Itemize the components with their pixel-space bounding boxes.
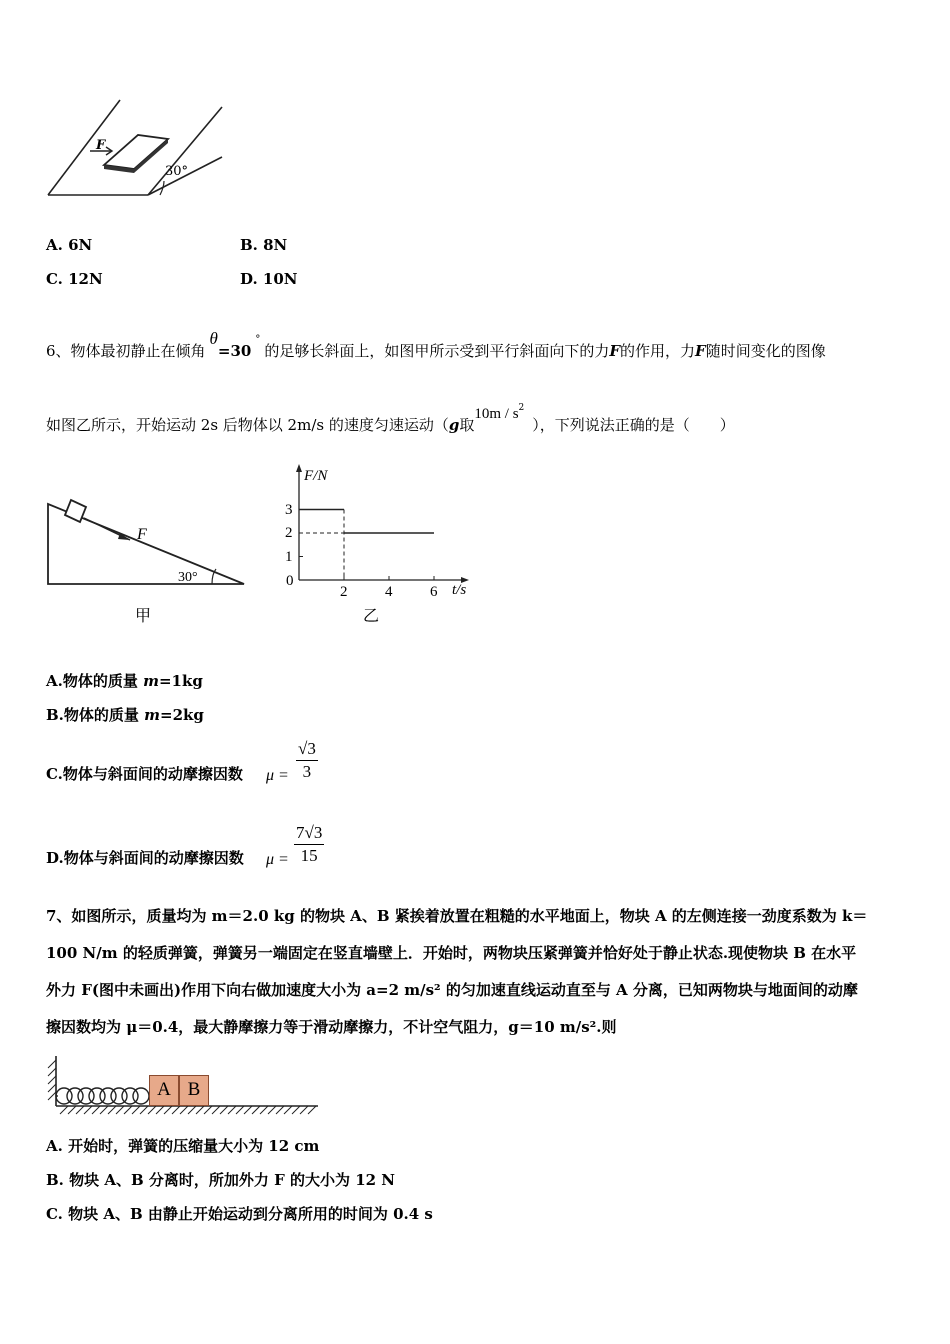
chart-xlabel: t/s bbox=[452, 582, 467, 598]
ground-hatch-line bbox=[172, 1106, 180, 1114]
q6-option-a[interactable] bbox=[46, 671, 203, 691]
ground-hatch-line bbox=[84, 1106, 92, 1114]
ground-hatch-line bbox=[164, 1106, 172, 1114]
ground-hatch-line bbox=[220, 1106, 228, 1114]
q6-option-d-mu: μ = bbox=[266, 851, 289, 868]
ground-hatch-line bbox=[116, 1106, 124, 1114]
fraction-denominator: 15 bbox=[300, 846, 318, 865]
y-axis-arrow bbox=[296, 464, 302, 472]
ground-hatch-line bbox=[228, 1106, 236, 1114]
q6-line1 bbox=[46, 329, 826, 364]
q6-gexp: 2 bbox=[518, 403, 525, 413]
q6-line2-take: 取 bbox=[459, 416, 475, 434]
q6-gval: 10m / s bbox=[474, 406, 519, 422]
q6-option-d-text: D.物体与斜面间的动摩擦因数 bbox=[46, 849, 244, 867]
theta-symbol: θ bbox=[209, 329, 218, 348]
ground-hatch-line bbox=[60, 1106, 68, 1114]
ground-hatch-line bbox=[148, 1106, 156, 1114]
q6-line1-mid: 的足够长斜面上，如图甲所示受到平行斜面向下的力 bbox=[264, 342, 610, 360]
q7-option-b[interactable]: B. 物块 A、B 分离时，所加外力 F 的大小为 12 N bbox=[46, 1171, 396, 1189]
q5-option-c[interactable]: C. 12N bbox=[46, 270, 103, 288]
ground-hatch-line bbox=[140, 1106, 148, 1114]
q6-option-d-fraction bbox=[294, 822, 324, 867]
q7-line4: 擦因数均为 μ＝0.4，最大静摩擦力等于滑动摩擦力，不计空气阻力，g＝10 m/s².则 bbox=[46, 1018, 617, 1036]
ground-hatch-line bbox=[180, 1106, 188, 1114]
q6-line1-start: 6、物体最初静止在倾角 bbox=[46, 342, 206, 360]
caption-yi: 乙 bbox=[363, 606, 380, 625]
x-tick-label: 6 bbox=[430, 584, 438, 600]
ground-hatch-line bbox=[132, 1106, 140, 1114]
q6-f1: F bbox=[609, 342, 621, 360]
q6-option-a-text: A.物体的质量 bbox=[46, 672, 144, 690]
x-tick-label: 2 bbox=[340, 584, 348, 600]
ground-hatch-line bbox=[124, 1106, 132, 1114]
q6-option-c-text: C.物体与斜面间的动摩擦因数 bbox=[46, 765, 243, 783]
ground-hatch-line bbox=[108, 1106, 116, 1114]
block-b: B bbox=[179, 1075, 209, 1106]
q6-line1-end: 随时间变化的图像 bbox=[705, 342, 826, 360]
q6-option-c-mu: μ = bbox=[266, 767, 289, 784]
ground-hatch-line bbox=[244, 1106, 252, 1114]
ground-hatch-line bbox=[156, 1106, 164, 1114]
incline-figure-q5 bbox=[40, 95, 230, 205]
chart-origin: 0 bbox=[286, 573, 294, 589]
ground-hatch-line bbox=[196, 1106, 204, 1114]
q5-option-d[interactable]: D. 10N bbox=[240, 270, 298, 288]
ground-hatch-line bbox=[300, 1106, 308, 1114]
q6-f2: F bbox=[695, 342, 706, 360]
q6-line2 bbox=[46, 403, 735, 438]
angle-label-q5: 30° bbox=[165, 164, 189, 179]
q7-option-a[interactable]: A. 开始时，弹簧的压缩量大小为 12 cm bbox=[46, 1137, 320, 1155]
fraction-numerator: √3 bbox=[296, 738, 318, 761]
ground-hatch-line bbox=[212, 1106, 220, 1114]
force-label-jia: F bbox=[137, 526, 147, 543]
q6-option-a-value: =1kg bbox=[158, 672, 203, 690]
ground-hatch-line bbox=[260, 1106, 268, 1114]
ground-hatch-line bbox=[204, 1106, 212, 1114]
angle-label-jia: 30° bbox=[178, 570, 198, 585]
q6-line2-end: ），下列说法正确的是（ ） bbox=[532, 416, 735, 434]
q6-g: g bbox=[448, 416, 460, 434]
ground-hatch-line bbox=[292, 1106, 300, 1114]
fraction-denominator: 3 bbox=[302, 762, 312, 781]
q5-option-a[interactable]: A. 6N bbox=[46, 236, 93, 254]
x-tick-label: 4 bbox=[385, 584, 393, 600]
q6-option-b-text: B.物体的质量 bbox=[46, 706, 145, 724]
incline-figure-jia bbox=[40, 490, 255, 590]
ground-hatch-line bbox=[236, 1106, 244, 1114]
degree-symbol: ° bbox=[255, 334, 261, 345]
y-tick-label: 2 bbox=[285, 525, 293, 541]
q7-line3: 外力 F(图中未画出)作用下向右做加速度大小为 a=2 m/s² 的匀加速直线运动直至与 A 分离，已知两物块与地面间的动摩 bbox=[46, 981, 858, 999]
q6-line2-start: 如图乙所示，开始运动 2s 后物体以 2m/s 的速度匀速运动（ bbox=[46, 416, 449, 434]
ground-hatch-line bbox=[92, 1106, 100, 1114]
q6-option-c[interactable] bbox=[46, 764, 243, 784]
ground-hatch-line bbox=[100, 1106, 108, 1114]
q7-line2: 100 N/m 的轻质弹簧，弹簧另一端固定在竖直墙壁上．开始时，两物块压紧弹簧并恰好处于静止状态.现使物块 B 在水平 bbox=[46, 944, 857, 962]
y-tick-label: 1 bbox=[285, 548, 293, 565]
q6-option-a-var: m bbox=[143, 672, 159, 690]
q7-line1: 7、如图所示，质量均为 m＝2.0 kg 的物块 A、B 紧挨着放置在粗糙的水平地面上，物块 A 的左侧连接一劲度系数为 k＝ bbox=[46, 907, 868, 925]
force-label-q5: F bbox=[96, 138, 106, 153]
q6-option-d[interactable] bbox=[46, 848, 244, 868]
ground-hatch-line bbox=[76, 1106, 84, 1114]
spring-coil bbox=[133, 1088, 149, 1104]
ground-hatch-line bbox=[68, 1106, 76, 1114]
q5-option-b[interactable]: B. 8N bbox=[240, 236, 288, 254]
q7-option-c[interactable]: C. 物块 A、B 由静止开始运动到分离所用的时间为 0.4 s bbox=[46, 1205, 433, 1223]
y-tick-label: 3 bbox=[285, 501, 293, 518]
q6-line1-mid2: 的作用，力 bbox=[620, 342, 696, 360]
ground-hatch-line bbox=[188, 1106, 196, 1114]
q6-option-b-var: m bbox=[144, 706, 160, 724]
ground-hatch-line bbox=[276, 1106, 284, 1114]
ground-hatch-line bbox=[268, 1106, 276, 1114]
ground-hatch-line bbox=[284, 1106, 292, 1114]
fraction-numerator: 7√3 bbox=[294, 822, 324, 845]
q6-eq30: =30 bbox=[217, 342, 252, 360]
chart-ylabel: F/N bbox=[304, 468, 328, 484]
q6-option-b[interactable] bbox=[46, 705, 204, 725]
ground-hatch-line bbox=[308, 1106, 316, 1114]
block-a: A bbox=[149, 1075, 179, 1106]
caption-jia: 甲 bbox=[135, 606, 152, 625]
q6-option-c-fraction bbox=[296, 738, 318, 783]
ground-hatch-line bbox=[252, 1106, 260, 1114]
q6-option-b-value: =2kg bbox=[160, 706, 204, 724]
